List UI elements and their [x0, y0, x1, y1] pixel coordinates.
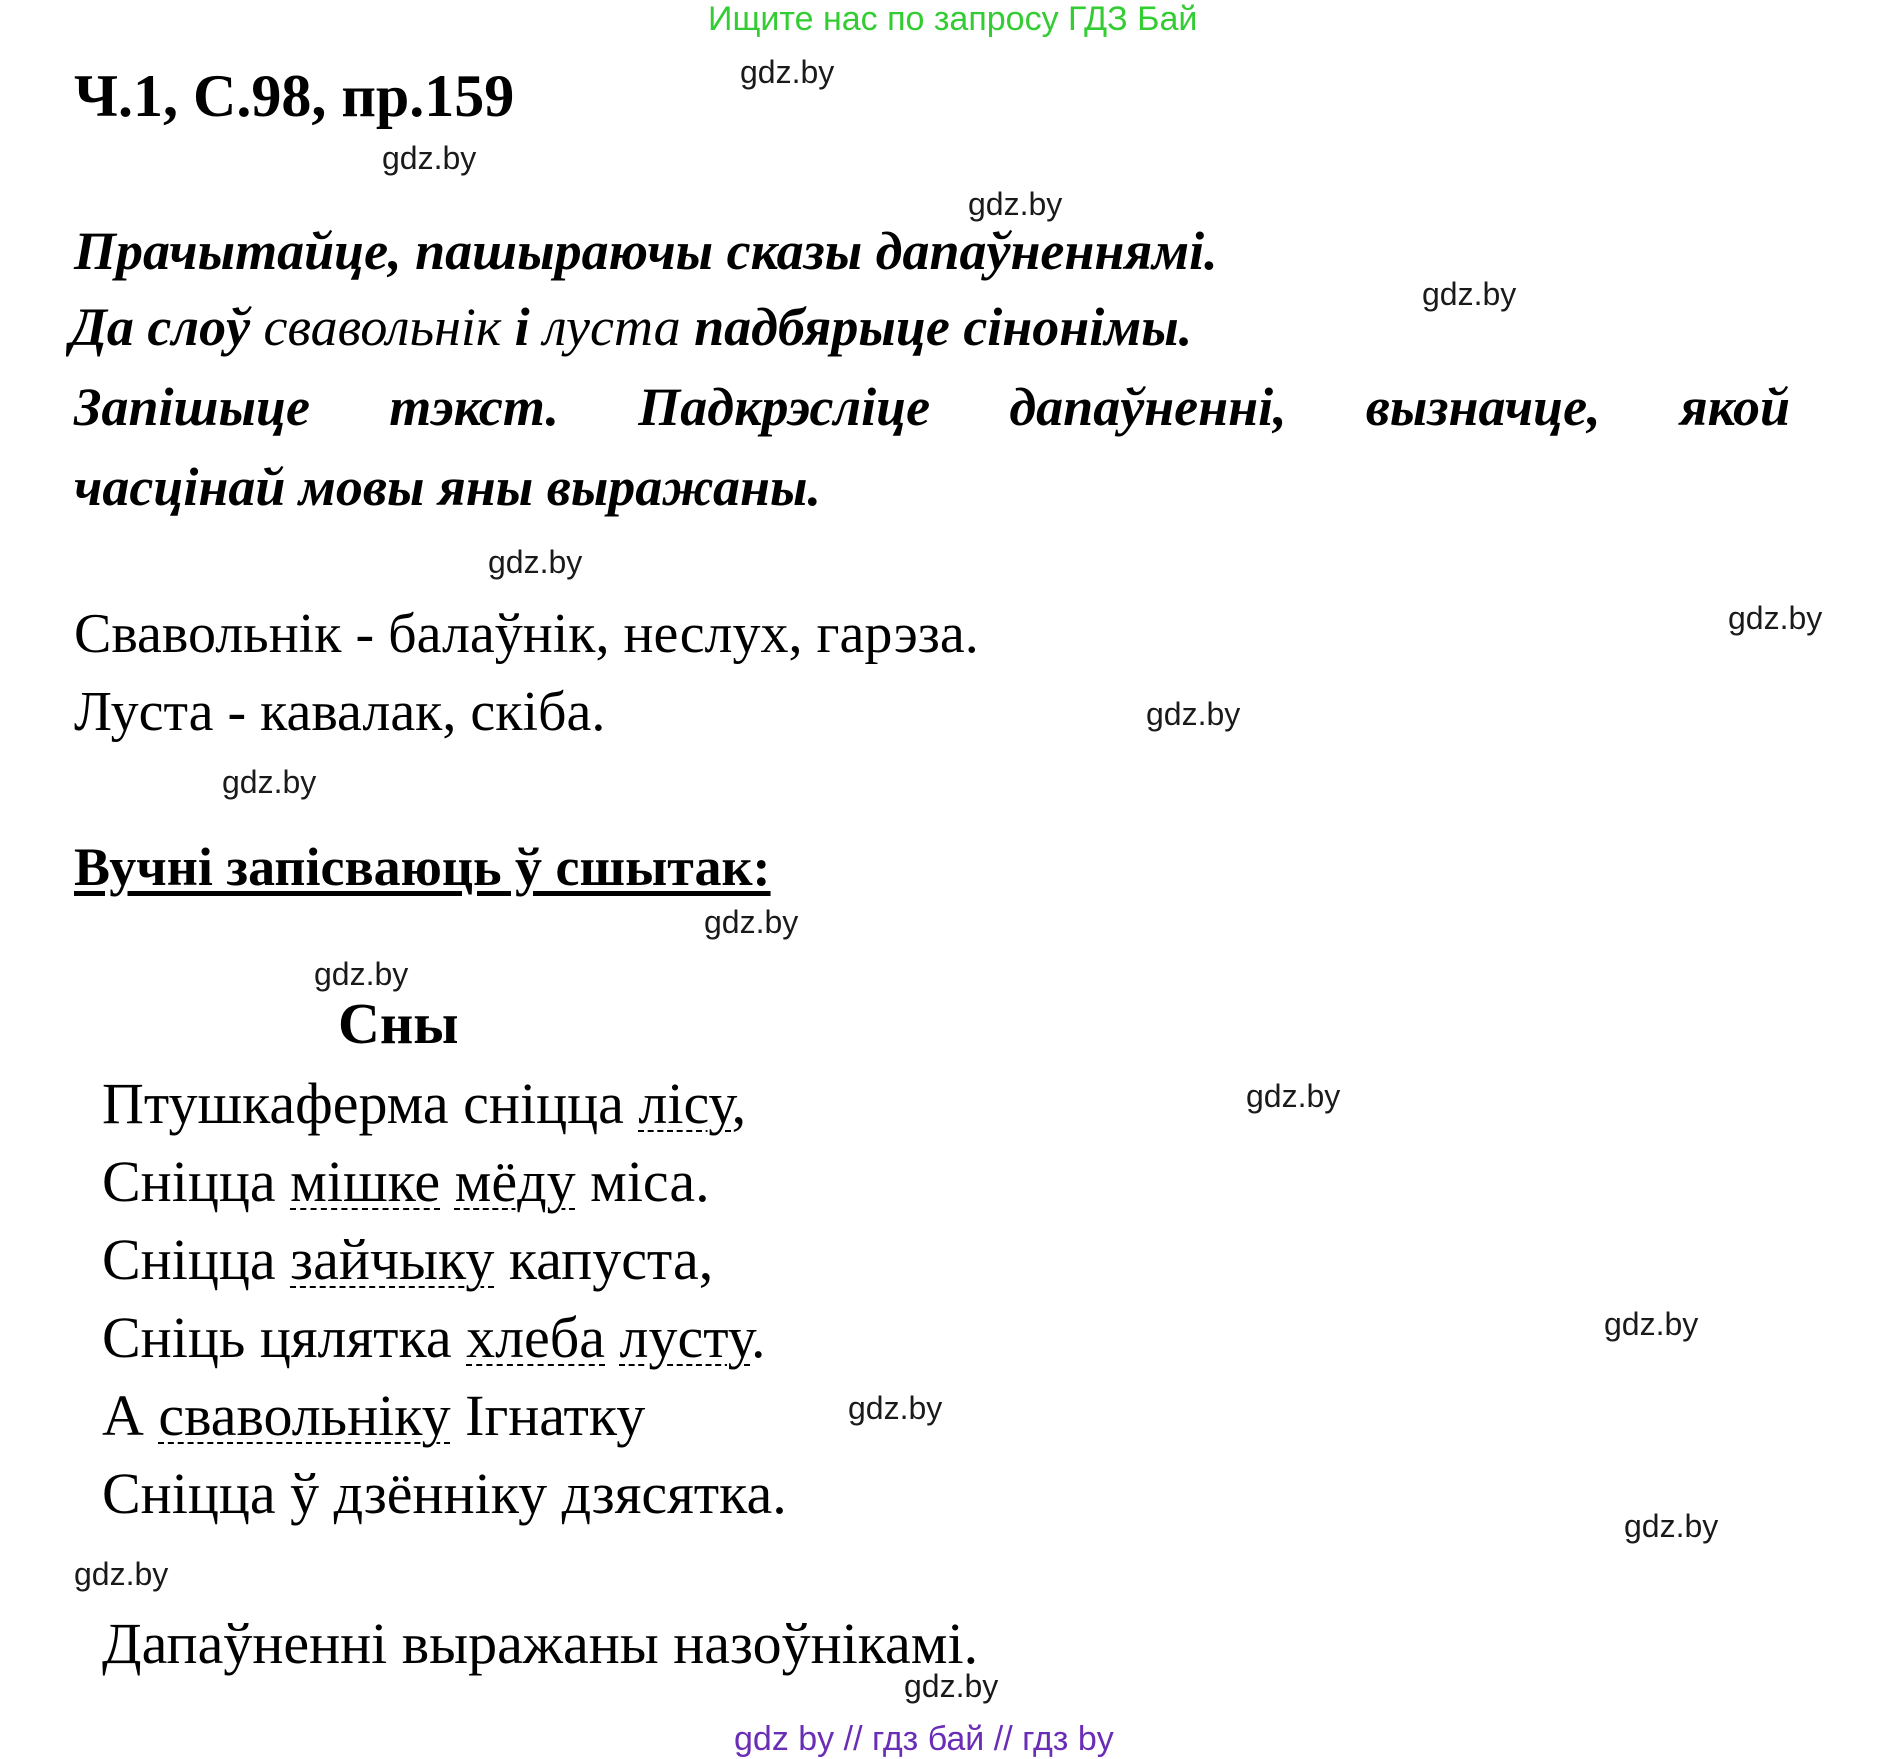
synonym-answer-1: Свавольнік - балаўнік, неслух, гарэза. [74, 603, 979, 665]
watermark: gdz.by [1624, 1508, 1719, 1544]
watermark: gdz.by [848, 1390, 943, 1426]
task-line-1: Прачытайце, пашыраючы сказы дапаўненнямі. [74, 221, 1218, 281]
footer-links: gdz by // гдз бай // гдз by [734, 1720, 1114, 1758]
object-word: свавольніку [158, 1383, 451, 1448]
poem-line-6: Сніцца ў дзённіку дзясятка. [102, 1461, 787, 1526]
watermark: gdz.by [704, 904, 799, 940]
object-word: лусту [619, 1305, 751, 1370]
task-line-2: Да слоў свавольнік і луста падбярыце сінонімы. [70, 297, 1193, 357]
watermark: gdz.by [1146, 696, 1241, 732]
poem-line-1: Птушкаферма сніцца лісу, [102, 1071, 747, 1136]
object-word: мёду [454, 1149, 576, 1214]
watermark: gdz.by [1246, 1078, 1341, 1114]
poem-title: Сны [338, 991, 459, 1056]
task-line-4: часцінай мовы яны выражаны. [74, 457, 821, 517]
watermark: gdz.by [74, 1556, 169, 1592]
watermark: gdz.by [488, 544, 583, 580]
object-word: лісу [638, 1071, 732, 1136]
watermark: gdz.by [968, 186, 1063, 222]
conclusion: Дапаўненні выражаны назоўнікамі. [102, 1611, 979, 1676]
watermark: gdz.by [740, 54, 835, 90]
poem-line-3: Сніцца зайчыку капуста, [102, 1227, 714, 1292]
watermark: gdz.by [1604, 1306, 1699, 1342]
synonym-answer-2: Луста - кавалак, скіба. [74, 681, 606, 743]
poem-line-5: А свавольніку Ігнатку [102, 1383, 646, 1448]
watermark: gdz.by [382, 140, 477, 176]
watermark: gdz.by [1422, 276, 1517, 312]
page-title: Ч.1, С.98, пр.159 [74, 63, 515, 129]
poem-line-2: Сніцца мішке мёду міса. [102, 1149, 710, 1214]
object-word: хлеба [466, 1305, 606, 1370]
search-banner: Ищите нас по запросу ГДЗ Бай [708, 0, 1198, 38]
watermark: gdz.by [904, 1668, 999, 1704]
object-word: зайчыку [290, 1227, 495, 1292]
watermark: gdz.by [222, 764, 317, 800]
poem-line-4: Сніць цялятка хлеба лусту. [102, 1305, 766, 1370]
watermark: gdz.by [314, 956, 409, 992]
watermark: gdz.by [1728, 600, 1823, 636]
task-line-3: Запішыце тэкст. Падкрэсліце дапаўненні, вызначце, якой [74, 377, 1790, 437]
notebook-heading: Вучні запісваюць ў сшытак: [74, 837, 771, 897]
object-word: мішке [290, 1149, 441, 1214]
